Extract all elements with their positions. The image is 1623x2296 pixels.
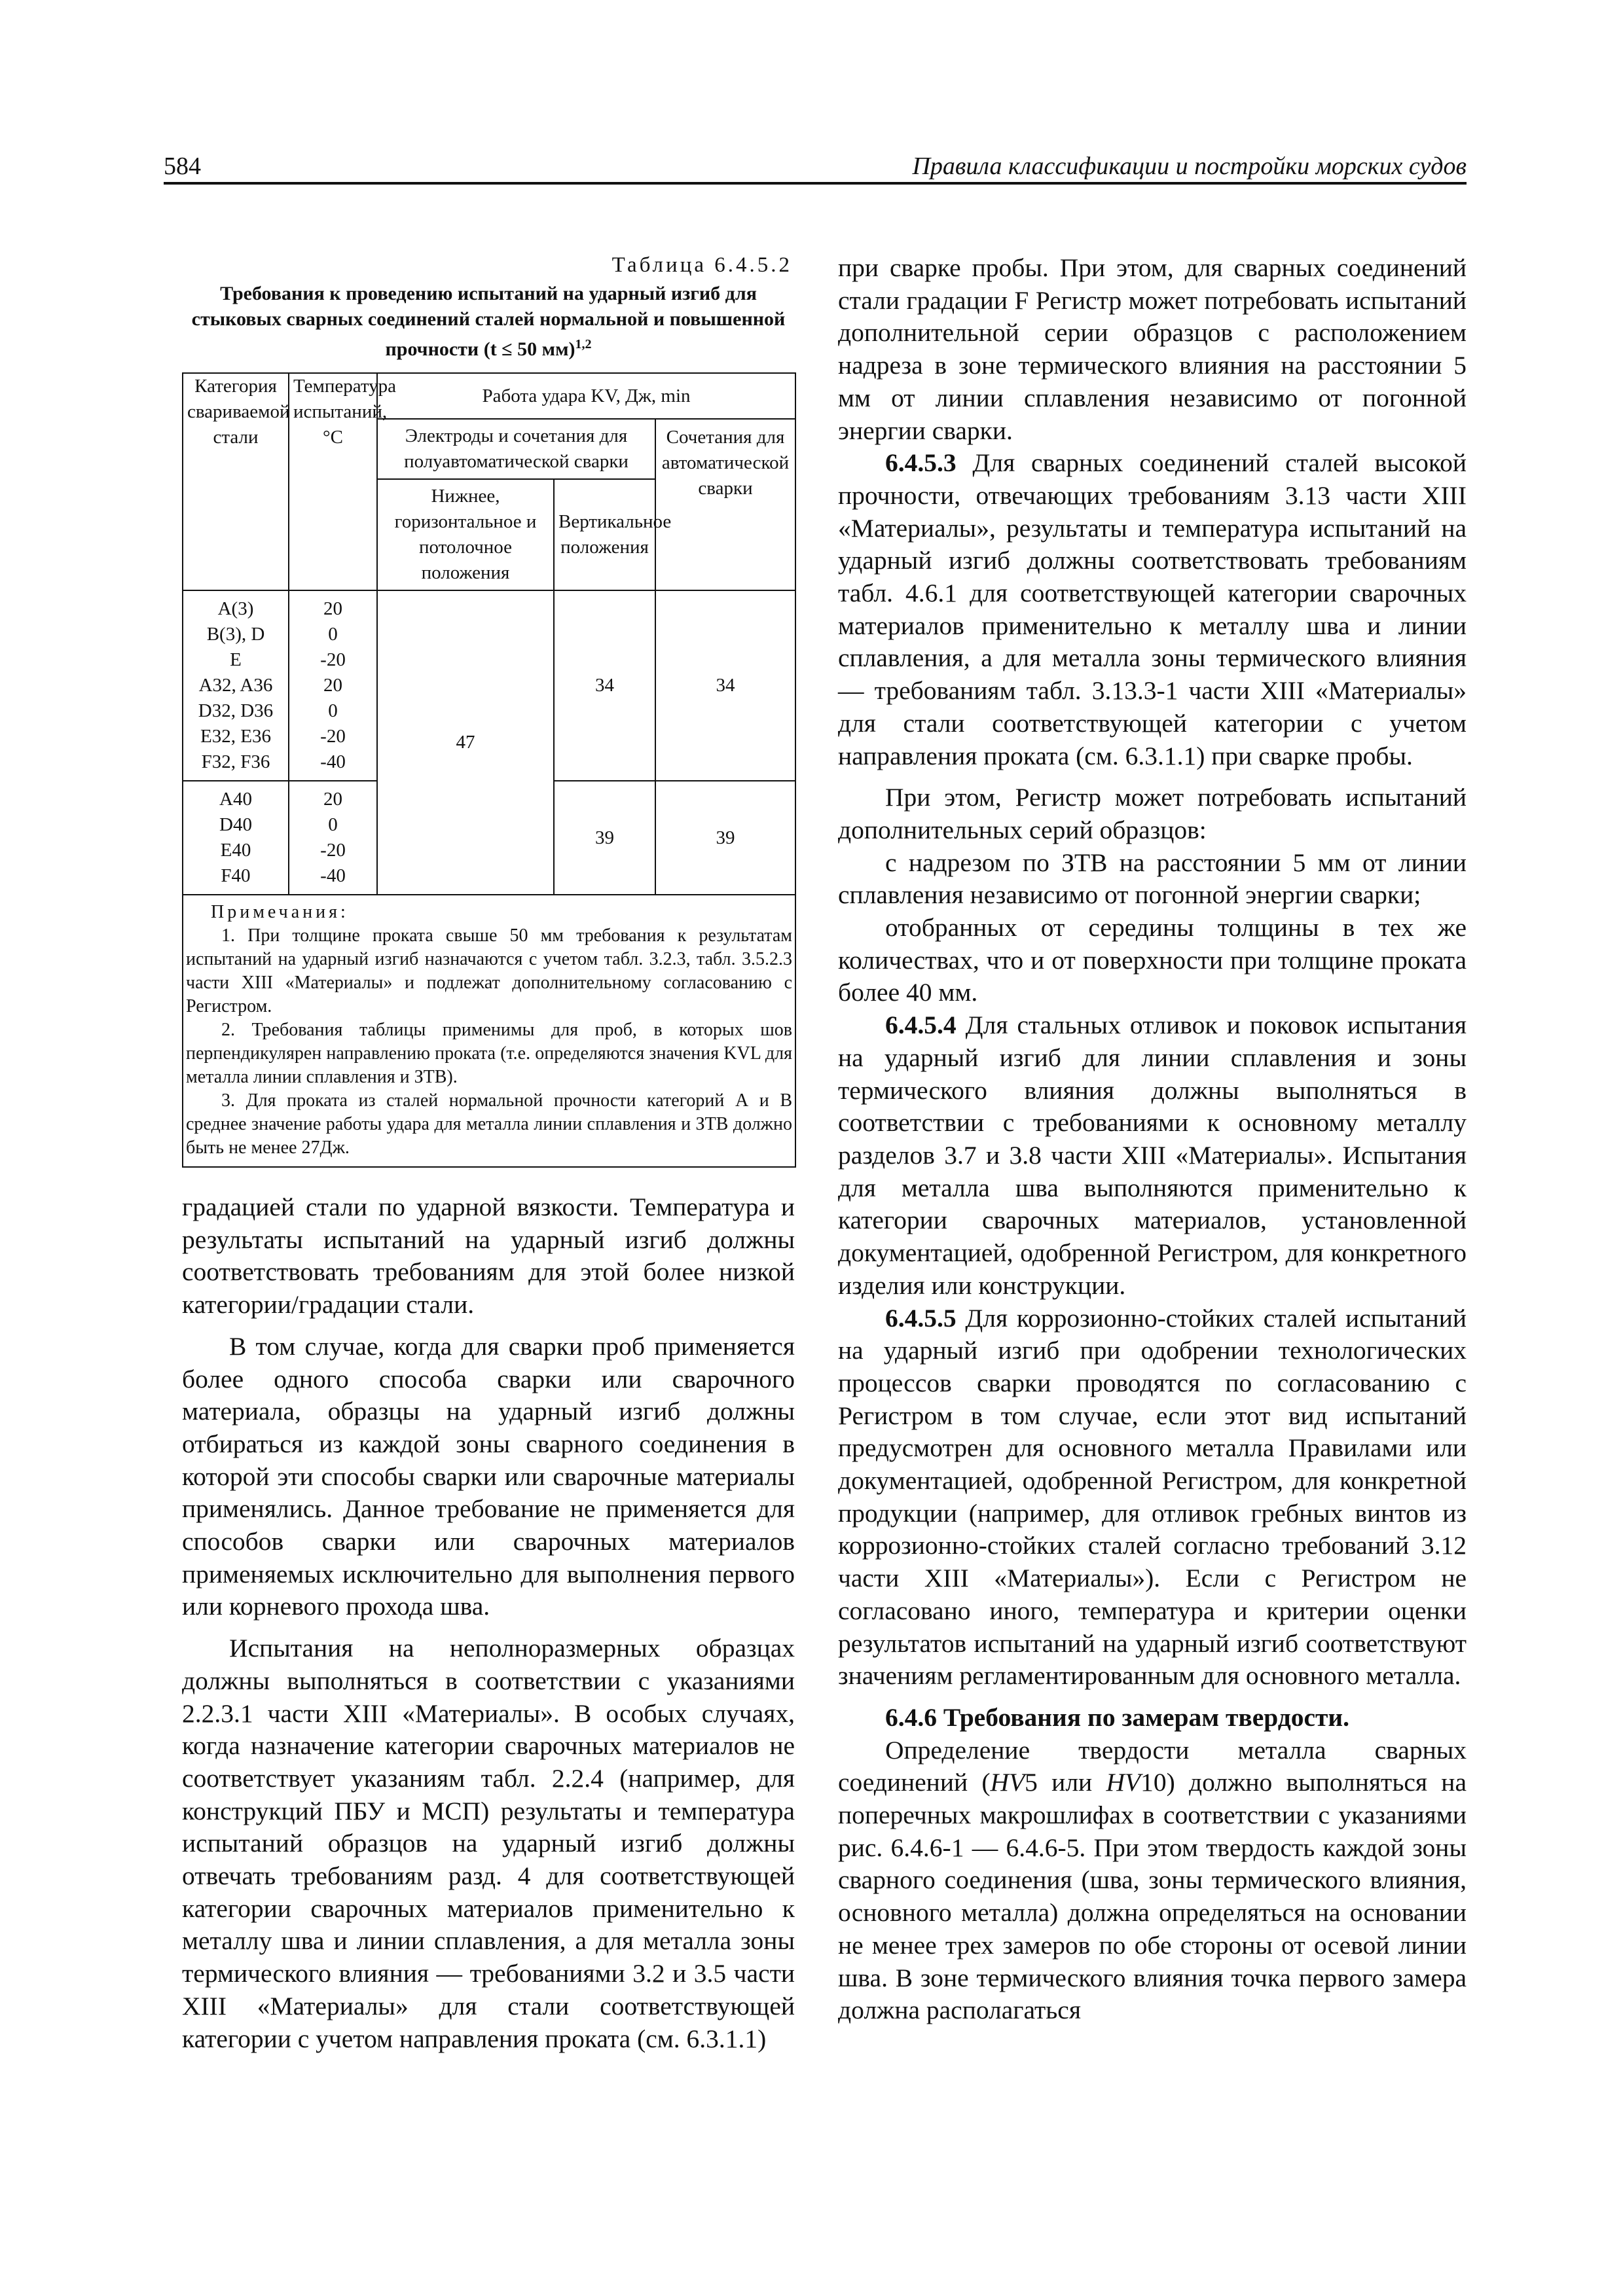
section-heading: 6.4.6 Требования по замерам твердости. <box>885 1702 1350 1732</box>
table-title-footnote: 1,2 <box>575 337 592 351</box>
temperature-cell: 20 <box>323 675 342 696</box>
category-cell: A40 <box>219 789 252 810</box>
table-title <box>182 281 795 362</box>
temperature-cell: -20 <box>320 840 346 861</box>
page-number: 584 <box>164 152 201 180</box>
header-temperature: Температура испытаний, °C <box>289 373 377 590</box>
category-cell: E32, E36 <box>200 726 271 747</box>
temperature-cell: 20 <box>323 789 342 810</box>
category-cell: E <box>230 649 242 670</box>
clause-number: 6.4.5.3 <box>885 448 957 478</box>
text-run: Определение твердости металла сварных соединений ( <box>838 1735 1467 1797</box>
flat-positions-value: 47 <box>377 590 554 895</box>
clause-number: 6.4.5.4 <box>885 1011 957 1040</box>
header-auto: Сочетания для автоматической сварки <box>655 419 795 590</box>
text-run: 5 <box>1025 1768 1038 1797</box>
category-cell: D32, D36 <box>198 700 274 721</box>
clause-number: 6.4.5.5 <box>885 1303 957 1333</box>
category-cell: A(3) <box>217 598 254 619</box>
clause-6-4-5-5 <box>838 1302 1467 1693</box>
note-item: 1. При толщине проката свыше 50 мм требования к результатам испытаний на ударный изгиб назначаются с учетом табл. 3.2.3, табл. 3.5.2.3 части XIII «Материалы» и подлежат дополнительному согласованию с Регистром. <box>186 925 793 1016</box>
header-impact-work: Работа удара KV, Дж, min <box>377 373 795 419</box>
left-column <box>182 252 795 2055</box>
temperature-cell: -20 <box>320 726 346 747</box>
body-paragraph: при сварке пробы. При этом, для сварных соединений стали градации F Регистр может потребовать испытаний дополнительной серии образцов с расположением надреза в зоне термического влияния на расстоянии 5 мм от линии сплавления независимо от погонной энергии сварки. <box>838 253 1467 445</box>
group1-auto-value: 34 <box>655 590 795 781</box>
group2-auto-value: 39 <box>655 781 795 895</box>
hv-symbol: HV <box>990 1768 1025 1797</box>
text-run: или <box>1037 1768 1106 1797</box>
body-paragraph: Испытания на неполноразмерных образцах должны выполняться в соответствии с указаниями 2.2.3.1 части XIII «Материалы». В особых случаях, когда назначение категории сварочных материалов не соответствует указаниям табл. 2.2.4 (например, для конструкций ПБУ и МСП) результаты и температура испытаний образцов на ударный изгиб должны отвечать требованиям разд. 4 для соответствующей категории сварочных материалов применительно к металлу шва и линии сплавления, а для металла зоны термического влияния — требованиями 3.2 и 3.5 части XIII «Материалы» для стали соответствующей категории с учетом направления проката (см. 6.3.1.1) <box>182 1634 795 2053</box>
text-run: ) должно выполняться на поперечных макрошлифах в соответствии с указаниями рис. 6.4.6-1 — 6.4.6-5. При этом твердость каждой зоны сварного соединения (шва, зоны термического влияния, основного металла) должна определяться на основании не менее трех замеров по обе стороны от осевой линии шва. В зоне термического влияния точка первого замера должна располагаться <box>838 1768 1467 2025</box>
temperature-cell: -40 <box>320 751 346 772</box>
header-rule <box>164 182 1467 185</box>
table-notes-row <box>183 895 795 1167</box>
category-cell: A32, A36 <box>198 675 273 696</box>
group1-temperatures <box>289 590 377 781</box>
table-notes <box>183 895 795 1167</box>
table-row-group-1 <box>183 590 795 781</box>
page-header <box>164 143 1467 185</box>
temperature-cell: -20 <box>320 649 346 670</box>
category-cell: E40 <box>220 840 251 861</box>
body-paragraph: с надрезом по ЗТВ на расстоянии 5 мм от линии сплавления независимо от погонной энергии сварки; <box>838 848 1467 910</box>
group2-temperatures <box>289 781 377 895</box>
group1-categories <box>183 590 289 781</box>
table-title-text: Требования к проведению испытаний на ударный изгиб для стыковых сварных соединений сталей нормальной и повышенной прочности (t ≤ 50 мм) <box>191 283 786 360</box>
header-row-1 <box>183 373 795 419</box>
category-cell: D40 <box>219 814 252 835</box>
temperature-cell: -40 <box>320 865 346 886</box>
header-positions-flat: Нижнее, горизонтальное и потолочное положения <box>377 479 554 590</box>
table-number: Таблица 6.4.5.2 <box>611 253 792 277</box>
body-paragraph: В том случае, когда для сварки проб применяется более одного способа сварки или сварочного материала, образцы на ударный изгиб должны отбираться из каждой зоны сварного соединения в которой эти способы сварки или сварочные материалы применялись. Данное требование не применяется для способов сварки или сварочных материалов применяемых исключительно для выполнения первого или корневого прохода шва. <box>182 1331 795 1621</box>
group2-vertical-value: 39 <box>554 781 655 895</box>
clause-text: Для коррозионно-стойких сталей испытаний на ударный изгиб при одобрении технологических процессов сварки проводятся по согласованию с Регистром в том случае, если этот вид испытаний предусмотрен для основного металла Правилами или документацией, одобренной Регистром, для конкретной продукции (например, для отливок гребных винтов из коррозионно-стойких сталей согласно требований 3.12 части XIII «Материалы»). Если с Регистром не согласовано иного, температура и критерии оценки результатов испытаний на ударный изгиб соответствуют значениям регламентированным для основного металла. <box>838 1303 1467 1691</box>
category-cell: B(3), D <box>206 624 265 645</box>
note-item: 2. Требования таблицы применимы для проб, в которых шов перпендикулярен направлению проката (т.е. определяются значения KVL для металла линии сплавления и ЗТВ). <box>186 1020 793 1087</box>
header-semi-auto: Электроды и сочетания для полуавтоматической сварки <box>377 419 655 479</box>
impact-test-table <box>182 372 796 1168</box>
table-block <box>182 252 795 1168</box>
header-category: Категория свариваемой стали <box>183 373 289 590</box>
category-cell: F40 <box>221 865 251 886</box>
running-title: Правила классификации и постройки морских судов <box>912 152 1467 180</box>
clause-text: Для сварных соединений сталей высокой прочности, отвечающих требованиям 3.13 части XIII «Материалы», результаты и температура испытаний на ударный изгиб должны соответствовать требованиям табл. 4.6.1 для соответствующей категории сварочных материалов применительно к металлу шва и линии сплавления, а для металла зоны термического влияния — требованиям табл. 3.13.3-1 части XIII «Материалы» для стали соответствующей категории с учетом направления проката (см. 6.3.1.1) при сварке пробы. <box>838 448 1467 770</box>
clause-text: Для стальных отливок и поковок испытания на ударный изгиб для линии сплавления и зоны термического влияния должны выполняться в соответствии с требованиями к основному металлу разделов 3.7 и 3.8 части XIII «Материалы». Испытания для металла шва выполняются применительно к категории сварочных материалов, установленной документацией, одобренной Регистром, для конкретного изделия или конструкции. <box>838 1011 1467 1300</box>
body-paragraph: градацией стали по ударной вязкости. Температура и результаты испытаний на ударный изгиб должны соответствовать требованиям для этой более низкой категории/градации стали. <box>182 1193 795 1319</box>
body-paragraph: отобранных от середины толщины в тех же количествах, что и от поверхности при толщине проката более 40 мм. <box>838 913 1467 1007</box>
temperature-cell: 0 <box>328 814 338 835</box>
body-paragraph <box>838 1734 1467 2027</box>
right-column <box>838 252 1467 2027</box>
temperature-cell: 0 <box>328 624 338 645</box>
temperature-cell: 20 <box>323 598 342 619</box>
hv-symbol: HV <box>1106 1768 1141 1797</box>
temperature-cell: 0 <box>328 700 338 721</box>
body-paragraph: При этом, Регистр может потребовать испытаний дополнительных серий образцов: <box>838 783 1467 844</box>
notes-title: Примечания: <box>211 902 349 922</box>
text-run: 10 <box>1140 1768 1167 1797</box>
header-position-vertical: Вертикальное положения <box>554 479 655 590</box>
group1-vertical-value: 34 <box>554 590 655 781</box>
category-cell: F32, F36 <box>201 751 270 772</box>
clause-6-4-5-4 <box>838 1009 1467 1302</box>
note-item: 3. Для проката из сталей нормальной прочности категорий А и В среднее значение работы удара для металла линии сплавления и ЗТВ должно быть не менее 27Дж. <box>186 1090 793 1158</box>
group2-categories <box>183 781 289 895</box>
clause-6-4-5-3 <box>838 447 1467 772</box>
